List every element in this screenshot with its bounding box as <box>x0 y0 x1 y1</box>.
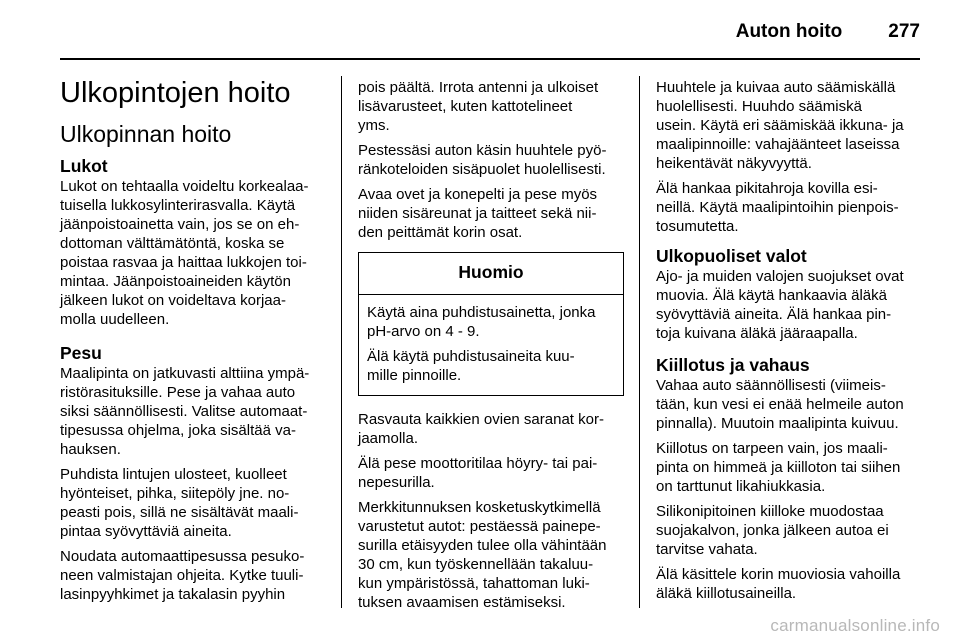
text-line: Noudata automaattipesussa pesuko- <box>60 548 305 565</box>
paragraph-2-4 <box>358 410 624 448</box>
text-line: lasinpyyhkimet ja takalasin pyyhin <box>60 586 286 603</box>
text-line: Maalipinta on jatkuvasti alttiina ympä- <box>60 365 310 382</box>
text-line: pinta on himmeä ja kiilloton tai siihen <box>656 459 901 476</box>
page-number: 277 <box>888 21 920 42</box>
notice-paragraph-2 <box>367 347 615 385</box>
text-line: neen valmistajan ohjeita. Kytke tuuli- <box>60 567 304 584</box>
text-line: nepesurilla. <box>358 474 435 491</box>
text-line: lisävarusteet, kuten kattotelineet <box>358 98 573 115</box>
paragraph-kiillotus-4 <box>656 565 924 603</box>
text-line: Älä käytä puhdistusaineita kuu- <box>367 348 575 365</box>
paragraph-kiillotus-3 <box>656 502 924 559</box>
text-line: molla uudelleen. <box>60 311 170 328</box>
text-line: Avaa ovet ja konepelti ja pese myös <box>358 186 598 203</box>
text-line: Huuhtele ja kuivaa auto säämiskällä <box>656 79 896 96</box>
text-line: tosumutetta. <box>656 218 739 235</box>
paragraph-3-1 <box>656 78 924 173</box>
text-line: Silikonipitoinen kiilloke muodostaa <box>656 503 884 520</box>
paragraph-lukot <box>60 177 326 329</box>
notice-title: Huomio <box>359 253 623 295</box>
text-line: surilla etäisyyden tulee olla vähintään <box>358 537 607 554</box>
text-line: pois päältä. Irrota antenni ja ulkoiset <box>358 79 599 96</box>
text-line: Ajo- ja muiden valojen suojukset ovat <box>656 268 904 285</box>
heading-pesu: Pesu <box>60 343 102 363</box>
subtitle: Ulkopinnan hoito <box>60 121 232 147</box>
text-line: maalipinnoille: vahajäänteet laseissa <box>656 136 900 153</box>
paragraph-2-3 <box>358 185 624 242</box>
text-line: tuksen avaamisen estämiseksi. <box>358 594 566 611</box>
paragraph-3-2 <box>656 179 924 236</box>
paragraph-pesu-2 <box>60 465 326 541</box>
text-line: Lukot on tehtaalla voideltu korkealaa- <box>60 178 309 195</box>
column-3 <box>656 78 924 609</box>
notice-paragraph-1 <box>367 303 615 341</box>
text-line: Älä pese moottoritilaa höyry- tai pai- <box>358 455 598 472</box>
text-line: huolellisesti. Huuhdo säämiskä <box>656 98 862 115</box>
text-line: jaamolla. <box>358 430 419 447</box>
heading-ulkopuoliset-valot: Ulkopuoliset valot <box>656 246 807 266</box>
text-line: tään, kun vesi ei enää helmeile auton <box>656 396 904 413</box>
paragraph-pesu-1 <box>60 364 326 459</box>
text-line: kun ympäristössä, tahattoman luki- <box>358 575 590 592</box>
paragraph-2-2 <box>358 141 624 179</box>
paragraph-kiillotus-2 <box>656 439 924 496</box>
column-1 <box>60 64 326 610</box>
text-line: Puhdista lintujen ulosteet, kuolleet <box>60 466 287 483</box>
text-line: pH-arvo on 4 - 9. <box>367 323 480 340</box>
notice-body <box>359 295 623 395</box>
text-line: Merkkitunnuksen kosketuskytkimellä <box>358 499 601 516</box>
paragraph-2-1 <box>358 78 624 135</box>
text-line: pinnalla). Muutoin maalipinta kuivuu. <box>656 415 899 432</box>
text-line: ränkoteloiden sisäpuolet huolellisesti. <box>358 161 606 178</box>
text-line: hyönteiset, pihka, siitepöly jne. no- <box>60 485 290 502</box>
text-line: 30 cm, kun työskennellään takaluu- <box>358 556 594 573</box>
notice-box <box>358 252 624 396</box>
text-line: jäänpoistoainetta vain, jos se on eh- <box>60 216 300 233</box>
text-line: den peittämät korin osat. <box>358 224 523 241</box>
text-line: yms. <box>358 117 390 134</box>
paragraph-valot <box>656 267 924 343</box>
text-line: on tarttunut likahiukkasia. <box>656 478 826 495</box>
text-line: tarvitse vahata. <box>656 541 758 558</box>
text-line: poistaa rasvaa ja haittaa lukkojen toi- <box>60 254 307 271</box>
text-line: Älä käsittele korin muoviosia vahoilla <box>656 566 901 583</box>
text-line: siksi säännöllisesti. Valitse automaat- <box>60 403 308 420</box>
text-line: neillä. Käytä maalipintoihin pienpois- <box>656 199 899 216</box>
page-header <box>60 18 920 46</box>
text-line: tipesussa ohjelma, joka sisältää va- <box>60 422 296 439</box>
watermark: carmanualsonline.info <box>770 616 940 635</box>
text-line: Älä hankaa pikitahroja kovilla esi- <box>656 180 878 197</box>
heading-kiillotus: Kiillotus ja vahaus <box>656 355 810 375</box>
text-line: toja kuivana äläkä jääraapalla. <box>656 325 858 342</box>
text-line: Käytä aina puhdistusainetta, jonka <box>367 304 596 321</box>
text-line: peasti pois, sillä ne sisältävät maali- <box>60 504 299 521</box>
text-line: muovia. Älä käytä hankaavia äläkä <box>656 287 887 304</box>
text-line: suojakalvon, jonka jälkeen autoa ei <box>656 522 889 539</box>
text-line: ristörasituksille. Pese ja vahaa auto <box>60 384 296 401</box>
column-divider-1 <box>341 76 342 608</box>
column-2 <box>358 78 624 618</box>
text-line: mille pinnoille. <box>367 367 462 384</box>
heading-lukot: Lukot <box>60 156 108 176</box>
text-line: heikentävät näkyvyyttä. <box>656 155 812 172</box>
text-line: jälkeen lukot on voideltava korjaa- <box>60 292 286 309</box>
column-divider-2 <box>639 76 640 608</box>
paragraph-kiillotus-1 <box>656 376 924 433</box>
text-line: niiden sisäreunat ja taitteet sekä nii- <box>358 205 597 222</box>
text-line: Rasvauta kaikkien ovien saranat kor- <box>358 411 604 428</box>
text-line: tuisella lukkosylinterirasvalla. Käytä <box>60 197 296 214</box>
text-line: Pestessäsi auton käsin huuhtele pyö- <box>358 142 607 159</box>
header-section-title: Auton hoito <box>735 21 843 42</box>
text-line: hauksen. <box>60 441 121 458</box>
text-line: Kiillotus on tarpeen vain, jos maali- <box>656 440 888 457</box>
text-line: syövyttäviä aineita. Älä hankaa pin- <box>656 306 892 323</box>
paragraph-2-6 <box>358 498 624 612</box>
text-line: pintaa syövyttäviä aineita. <box>60 523 232 540</box>
text-line: äläkä kiillotusaineilla. <box>656 585 797 602</box>
text-line: usein. Käytä eri säämiskää ikkuna- ja <box>656 117 904 134</box>
paragraph-2-5 <box>358 454 624 492</box>
text-line: varustetut autot: pestäessä painepe- <box>358 518 601 535</box>
main-title: Ulkopintojen hoito <box>60 77 291 109</box>
text-line: Vahaa auto säännöllisesti (viimeis- <box>656 377 886 394</box>
header-rule <box>60 58 920 60</box>
text-line: mintaa. Jäänpoistoaineiden käytön <box>60 273 291 290</box>
text-line: dottoman välttämätöntä, koska se <box>60 235 285 252</box>
paragraph-pesu-3 <box>60 547 326 604</box>
